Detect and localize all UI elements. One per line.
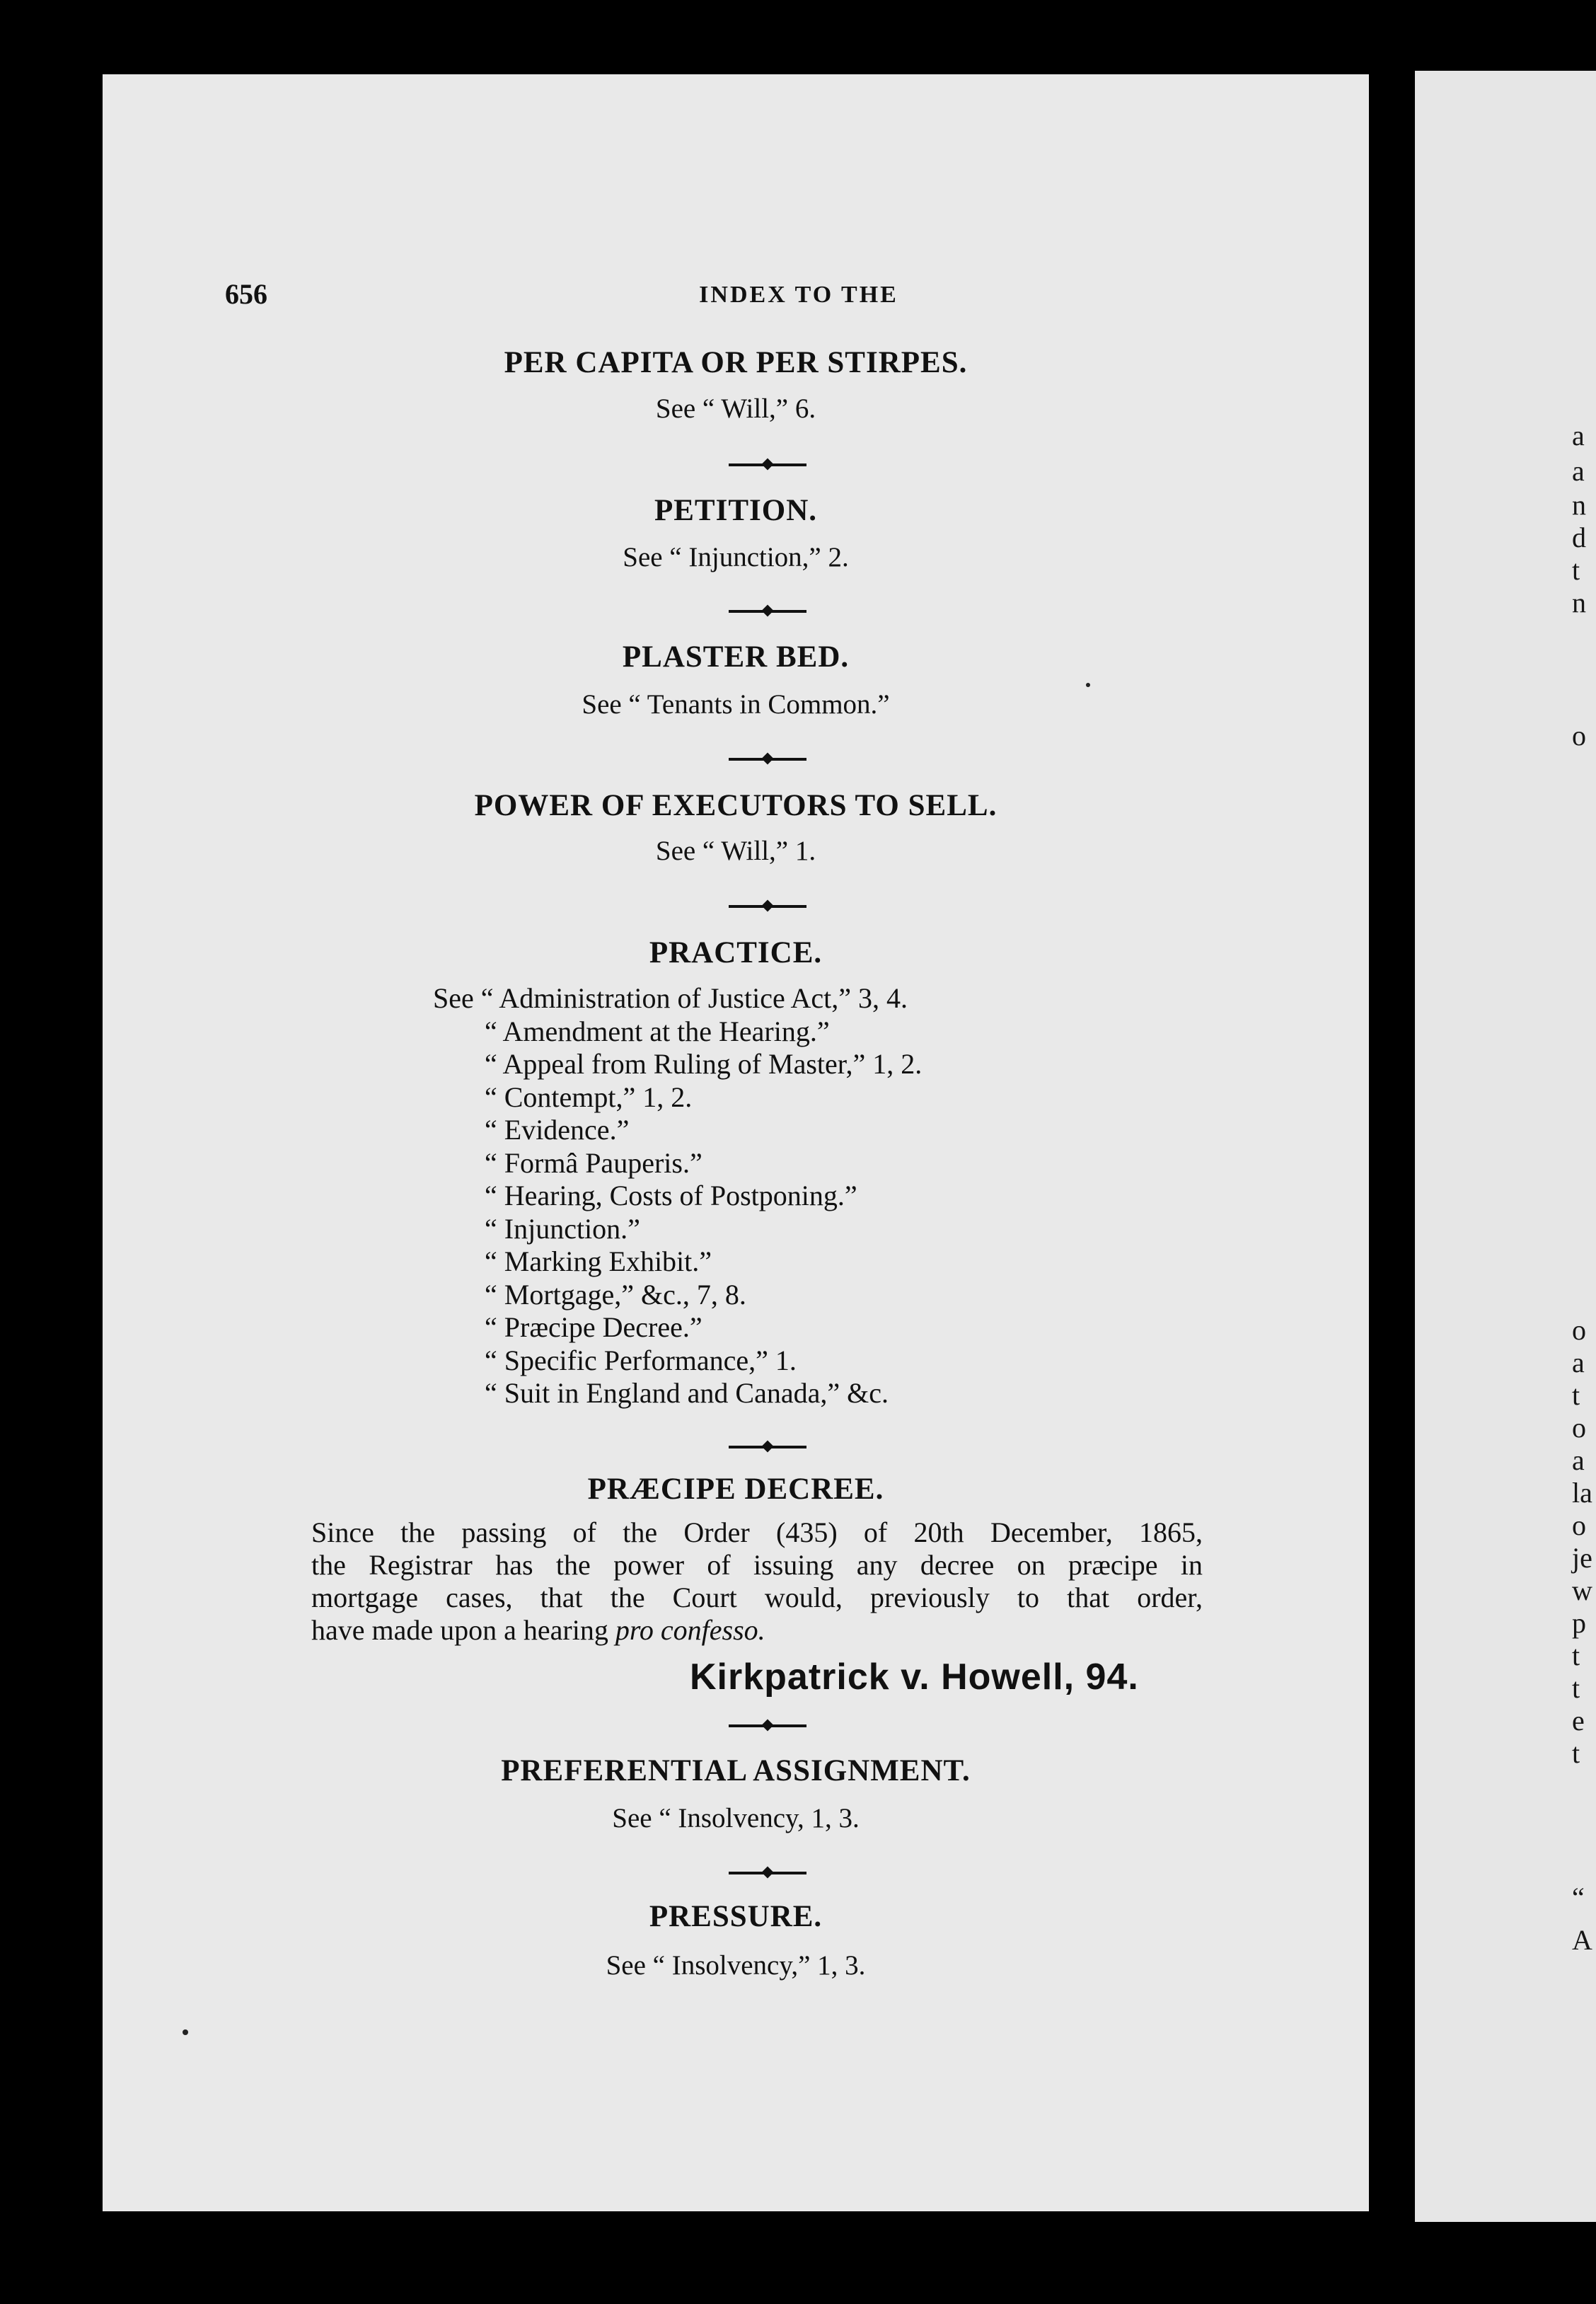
entry-heading: PETITION. (654, 494, 818, 527)
list-item: “ Contempt,” 1, 2. (485, 1081, 693, 1113)
section-divider (729, 1724, 806, 1727)
facing-page-fragment: je (1572, 1542, 1592, 1574)
facing-page-fragment: la (1572, 1477, 1592, 1509)
facing-page-fragment: n (1572, 587, 1586, 618)
italic-phrase: pro confesso. (615, 1614, 765, 1646)
list-item: “ Injunction.” (485, 1212, 640, 1245)
practice-reference-list (433, 982, 922, 1410)
entry-cross-reference: See “ Will,” 1. (655, 836, 816, 866)
list-item: “ Appeal from Ruling of Master,” 1, 2. (485, 1048, 923, 1080)
case-citation: Kirkpatrick v. Howell, 94. (690, 1657, 1139, 1698)
list-item: “ Præcipe Decree.” (485, 1311, 702, 1343)
entry-cross-reference: See “ Insolvency,” 1, 3. (606, 1950, 866, 1981)
facing-page-fragment: a (1572, 420, 1585, 451)
facing-page-fragment: t (1572, 1672, 1580, 1704)
facing-page-fragment: a (1572, 1444, 1585, 1476)
entry-cross-reference: See “ Will,” 6. (655, 393, 816, 424)
section-divider (729, 1872, 806, 1874)
paragraph-line-text: have made upon a hearing (311, 1614, 615, 1646)
section-divider (729, 758, 806, 761)
praecipe-paragraph (311, 1516, 1203, 1647)
entry-heading: POWER OF EXECUTORS TO SELL. (474, 789, 998, 822)
list-item: “ Formâ Pauperis.” (485, 1146, 702, 1179)
facing-page-fragment: a (1572, 1347, 1585, 1378)
ink-speck (1086, 683, 1090, 687)
facing-page-fragment: t (1572, 1640, 1580, 1671)
facing-page-fragment: t (1572, 1379, 1580, 1411)
facing-page-edge (1415, 71, 1596, 2222)
entry-cross-reference: See “ Injunction,” 2. (623, 542, 849, 572)
entry-heading: PREFERENTIAL ASSIGNMENT. (501, 1754, 971, 1787)
facing-page-fragment: e (1572, 1705, 1585, 1736)
section-divider (729, 463, 806, 466)
practice-heading: PRACTICE. (649, 936, 823, 969)
facing-page-fragment: o (1572, 1314, 1586, 1346)
list-item: “ Specific Performance,” 1. (485, 1344, 797, 1376)
running-head: INDEX TO THE (699, 282, 898, 308)
list-item: “ Marking Exhibit.” (485, 1245, 712, 1277)
list-item: “ Mortgage,” &c., 7, 8. (485, 1278, 746, 1311)
facing-page-fragment: o (1572, 1412, 1586, 1444)
list-item: See “ Administration of Justice Act,” 3, 4. (433, 982, 908, 1014)
facing-page-fragment: n (1572, 489, 1586, 521)
list-item: “ Suit in England and Canada,” &c. (485, 1377, 889, 1409)
facing-page-fragment: d (1572, 522, 1586, 553)
entry-heading: PER CAPITA OR PER STIRPES. (504, 346, 968, 379)
section-divider (729, 905, 806, 908)
entry-cross-reference: See “ Tenants in Common.” (582, 689, 890, 720)
praecipe-heading: PRÆCIPE DECREE. (587, 1473, 884, 1506)
facing-page-fragment: o (1572, 1509, 1586, 1541)
facing-page-fragment: A (1572, 1924, 1592, 1956)
page-number: 656 (225, 278, 267, 310)
paragraph-line: the Registrar has the power of issuing any decree on præcipe in (311, 1549, 1203, 1581)
entry-cross-reference: See “ Insolvency, 1, 3. (612, 1803, 860, 1833)
section-divider (729, 1446, 806, 1448)
paragraph-line: mortgage cases, that the Court would, previously to that order, (311, 1582, 1203, 1613)
entry-heading: PLASTER BED. (622, 640, 850, 674)
facing-page-fragment: “ (1572, 1882, 1585, 1913)
list-item: “ Evidence.” (485, 1114, 630, 1146)
facing-page-fragment: p (1572, 1607, 1586, 1639)
list-item: “ Amendment at the Hearing.” (485, 1015, 830, 1047)
facing-page-fragment: w (1572, 1574, 1592, 1606)
section-divider (729, 610, 806, 613)
facing-page-fragment: t (1572, 1737, 1580, 1769)
facing-page-fragment: t (1572, 554, 1580, 586)
facing-page-fragment: o (1572, 720, 1586, 751)
list-item: “ Hearing, Costs of Postponing.” (485, 1180, 857, 1211)
paragraph-line (311, 1614, 1203, 1647)
ink-speck (183, 2029, 188, 2035)
entry-heading: PRESSURE. (649, 1900, 823, 1933)
paragraph-line: Since the passing of the Order (435) of 20th December, 1865, (311, 1516, 1203, 1548)
facing-page-fragment: a (1572, 455, 1585, 487)
